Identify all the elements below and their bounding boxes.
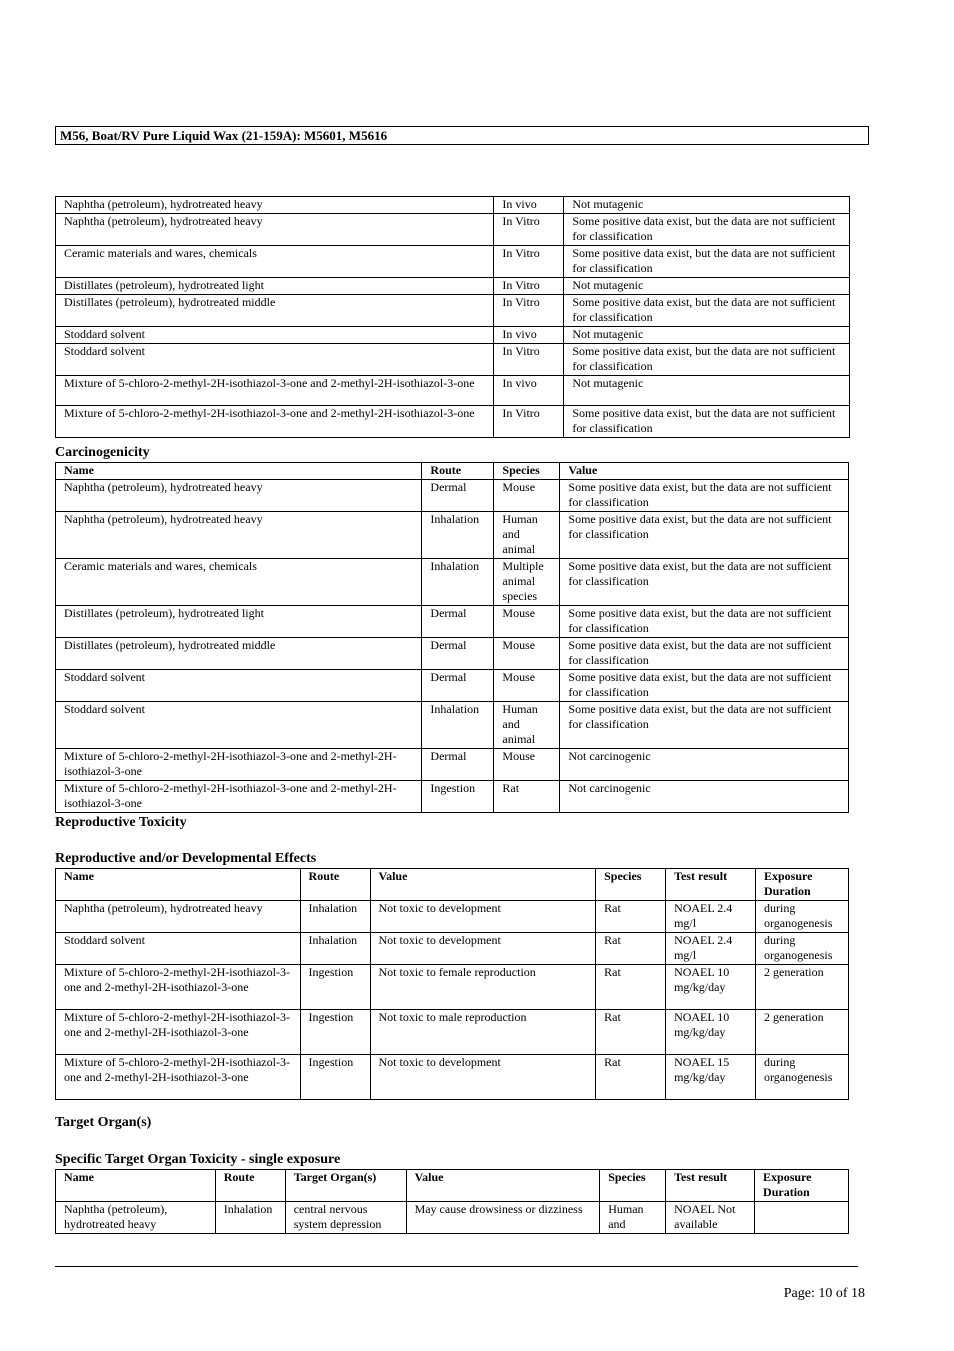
- table-cell: Mixture of 5-chloro-2-methyl-2H-isothiazol-3-one and 2-methyl-2H-isothiazol-3-one: [56, 1055, 301, 1100]
- table-cell: Rat: [494, 781, 560, 813]
- table-cell: Naphtha (petroleum), hydrotreated heavy: [56, 901, 301, 933]
- table-cell: Dermal: [422, 638, 494, 670]
- table-cell: Mixture of 5-chloro-2-methyl-2H-isothiazol-3-one and 2-methyl-2H-isothiazol-3-one: [56, 406, 494, 438]
- carcinogenicity-table: [55, 462, 849, 813]
- table-cell: Dermal: [422, 480, 494, 512]
- table-cell: 2 generation: [756, 1010, 849, 1055]
- table-cell: Some positive data exist, but the data are not sufficient for classification: [564, 295, 850, 327]
- table-cell: Distillates (petroleum), hydrotreated light: [56, 606, 422, 638]
- page-number: Page: 10 of 18: [783, 1286, 865, 1301]
- column-header: Value: [560, 463, 849, 480]
- table-cell: Inhalation: [300, 933, 370, 965]
- column-header: Species: [596, 869, 666, 901]
- table-row: [56, 1202, 849, 1234]
- table-cell: Naphtha (petroleum), hydrotreated heavy: [56, 1202, 216, 1234]
- table-row: [56, 559, 849, 606]
- table-row: [56, 480, 849, 512]
- table-cell: Not toxic to development: [370, 1055, 596, 1100]
- column-header: Route: [422, 463, 494, 480]
- table-cell: Dermal: [422, 670, 494, 702]
- column-header: Species: [494, 463, 560, 480]
- table-row: [56, 749, 849, 781]
- table-cell: NOAEL 2.4 mg/l: [666, 901, 756, 933]
- column-header: Exposure Duration: [755, 1170, 849, 1202]
- table-row: [56, 246, 850, 278]
- table-cell: Dermal: [422, 749, 494, 781]
- table-cell: May cause drowsiness or dizziness: [406, 1202, 600, 1234]
- reproductive-toxicity-title: Reproductive Toxicity: [55, 815, 187, 830]
- table-cell: In Vitro: [494, 406, 564, 438]
- table-cell: In Vitro: [494, 214, 564, 246]
- mutagenicity-table: [55, 196, 850, 438]
- column-header: Name: [56, 463, 422, 480]
- table-cell: Not mutagenic: [564, 197, 850, 214]
- carcinogenicity-title: Carcinogenicity: [55, 445, 150, 460]
- table-cell: Stoddard solvent: [56, 670, 422, 702]
- table-cell: [755, 1202, 849, 1234]
- table-cell: Mixture of 5-chloro-2-methyl-2H-isothiazol-3-one and 2-methyl-2H-isothiazol-3-one: [56, 376, 494, 406]
- table-cell: Not toxic to development: [370, 933, 596, 965]
- table-cell: Inhalation: [422, 512, 494, 559]
- table-cell: Naphtha (petroleum), hydrotreated heavy: [56, 480, 422, 512]
- table-cell: Human and animal: [494, 702, 560, 749]
- table-row: [56, 512, 849, 559]
- table-cell: Rat: [596, 901, 666, 933]
- column-header: Value: [406, 1170, 600, 1202]
- table-cell: Distillates (petroleum), hydrotreated light: [56, 278, 494, 295]
- table-cell: Multiple animal species: [494, 559, 560, 606]
- table-cell: Not toxic to development: [370, 901, 596, 933]
- table-row: [56, 965, 849, 1010]
- table-cell: NOAEL 10 mg/kg/day: [666, 965, 756, 1010]
- table-cell: Not mutagenic: [564, 327, 850, 344]
- table-row: [56, 344, 850, 376]
- table-cell: central nervous system depression: [285, 1202, 406, 1234]
- table-cell: Distillates (petroleum), hydrotreated middle: [56, 295, 494, 327]
- table-cell: Some positive data exist, but the data are not sufficient for classification: [564, 246, 850, 278]
- table-cell: Mouse: [494, 670, 560, 702]
- table-cell: In Vitro: [494, 295, 564, 327]
- table-row: [56, 1055, 849, 1100]
- column-header: Test result: [666, 1170, 755, 1202]
- table-cell: Mouse: [494, 638, 560, 670]
- table-cell: Mixture of 5-chloro-2-methyl-2H-isothiazol-3-one and 2-methyl-2H-isothiazol-3-one: [56, 965, 301, 1010]
- table-cell: Some positive data exist, but the data are not sufficient for classification: [560, 670, 849, 702]
- table-cell: during organogenesis: [756, 901, 849, 933]
- table-cell: NOAEL Not available: [666, 1202, 755, 1234]
- table-cell: Not mutagenic: [564, 376, 850, 406]
- table-row: [56, 638, 849, 670]
- table-row: [56, 376, 850, 406]
- table-row: [56, 670, 849, 702]
- table-row: [56, 901, 849, 933]
- column-header: Target Organ(s): [285, 1170, 406, 1202]
- table-row: [56, 606, 849, 638]
- table-row: [56, 278, 850, 295]
- document-header-title: M56, Boat/RV Pure Liquid Wax (21-159A): M5601, M5616: [55, 126, 869, 145]
- table-cell: Some positive data exist, but the data are not sufficient for classification: [564, 214, 850, 246]
- column-header: Route: [300, 869, 370, 901]
- table-cell: In Vitro: [494, 278, 564, 295]
- table-cell: Some positive data exist, but the data are not sufficient for classification: [560, 606, 849, 638]
- table-cell: Mixture of 5-chloro-2-methyl-2H-isothiazol-3-one and 2-methyl-2H-isothiazol-3-one: [56, 749, 422, 781]
- table-cell: Some positive data exist, but the data are not sufficient for classification: [560, 702, 849, 749]
- column-header: Species: [600, 1170, 666, 1202]
- table-cell: In vivo: [494, 197, 564, 214]
- column-header: Value: [370, 869, 596, 901]
- table-cell: NOAEL 2.4 mg/l: [666, 933, 756, 965]
- table-cell: Human and animal: [494, 512, 560, 559]
- table-cell: Human and: [600, 1202, 666, 1234]
- table-row: [56, 197, 850, 214]
- table-row: [56, 702, 849, 749]
- column-header: Name: [56, 1170, 216, 1202]
- table-cell: Mouse: [494, 606, 560, 638]
- table-cell: In Vitro: [494, 246, 564, 278]
- table-cell: Not carcinogenic: [560, 749, 849, 781]
- table-cell: Inhalation: [422, 702, 494, 749]
- table-cell: Dermal: [422, 606, 494, 638]
- table-cell: Inhalation: [422, 559, 494, 606]
- table-cell: Naphtha (petroleum), hydrotreated heavy: [56, 512, 422, 559]
- table-cell: Stoddard solvent: [56, 702, 422, 749]
- column-header: Name: [56, 869, 301, 901]
- table-cell: Ingestion: [300, 1055, 370, 1100]
- table-cell: In vivo: [494, 327, 564, 344]
- table-row: [56, 327, 850, 344]
- table-cell: Not toxic to female reproduction: [370, 965, 596, 1010]
- table-cell: Rat: [596, 1010, 666, 1055]
- table-row: [56, 781, 849, 813]
- table-cell: Inhalation: [215, 1202, 285, 1234]
- target-organs-title: Target Organ(s): [55, 1115, 152, 1130]
- reproductive-effects-subtitle: Reproductive and/or Developmental Effects: [55, 851, 317, 866]
- table-cell: Not mutagenic: [564, 278, 850, 295]
- table-cell: Rat: [596, 965, 666, 1010]
- table-row: [56, 933, 849, 965]
- table-cell: Some positive data exist, but the data are not sufficient for classification: [560, 480, 849, 512]
- table-cell: Ingestion: [300, 965, 370, 1010]
- table-cell: Naphtha (petroleum), hydrotreated heavy: [56, 214, 494, 246]
- table-cell: Ceramic materials and wares, chemicals: [56, 559, 422, 606]
- table-row: [56, 295, 850, 327]
- table-cell: Ceramic materials and wares, chemicals: [56, 246, 494, 278]
- table-row: [56, 214, 850, 246]
- table-cell: during organogenesis: [756, 1055, 849, 1100]
- footer-divider: [55, 1266, 858, 1267]
- column-header: Route: [215, 1170, 285, 1202]
- table-row: [56, 406, 850, 438]
- table-cell: NOAEL 15 mg/kg/day: [666, 1055, 756, 1100]
- table-cell: Stoddard solvent: [56, 933, 301, 965]
- table-cell: Distillates (petroleum), hydrotreated middle: [56, 638, 422, 670]
- table-cell: Not carcinogenic: [560, 781, 849, 813]
- table-row: [56, 1010, 849, 1055]
- table-cell: Some positive data exist, but the data are not sufficient for classification: [560, 559, 849, 606]
- reproductive-table: [55, 868, 849, 1100]
- table-cell: 2 generation: [756, 965, 849, 1010]
- table-cell: Some positive data exist, but the data are not sufficient for classification: [560, 638, 849, 670]
- table-cell: Stoddard solvent: [56, 344, 494, 376]
- table-cell: Some positive data exist, but the data are not sufficient for classification: [564, 406, 850, 438]
- table-cell: Naphtha (petroleum), hydrotreated heavy: [56, 197, 494, 214]
- table-cell: Some positive data exist, but the data are not sufficient for classification: [560, 512, 849, 559]
- table-cell: during organogenesis: [756, 933, 849, 965]
- table-cell: In vivo: [494, 376, 564, 406]
- table-cell: Mixture of 5-chloro-2-methyl-2H-isothiazol-3-one and 2-methyl-2H-isothiazol-3-one: [56, 1010, 301, 1055]
- table-cell: Ingestion: [300, 1010, 370, 1055]
- target-organ-table: [55, 1169, 849, 1234]
- stot-single-subtitle: Specific Target Organ Toxicity - single exposure: [55, 1152, 341, 1167]
- table-cell: Some positive data exist, but the data are not sufficient for classification: [564, 344, 850, 376]
- table-cell: Mouse: [494, 480, 560, 512]
- column-header: Exposure Duration: [756, 869, 849, 901]
- table-cell: Rat: [596, 1055, 666, 1100]
- column-header: Test result: [666, 869, 756, 901]
- table-cell: Inhalation: [300, 901, 370, 933]
- table-cell: Stoddard solvent: [56, 327, 494, 344]
- table-cell: Mixture of 5-chloro-2-methyl-2H-isothiazol-3-one and 2-methyl-2H-isothiazol-3-one: [56, 781, 422, 813]
- table-cell: Not toxic to male reproduction: [370, 1010, 596, 1055]
- table-cell: Ingestion: [422, 781, 494, 813]
- table-cell: NOAEL 10 mg/kg/day: [666, 1010, 756, 1055]
- table-cell: Rat: [596, 933, 666, 965]
- table-cell: In Vitro: [494, 344, 564, 376]
- table-cell: Mouse: [494, 749, 560, 781]
